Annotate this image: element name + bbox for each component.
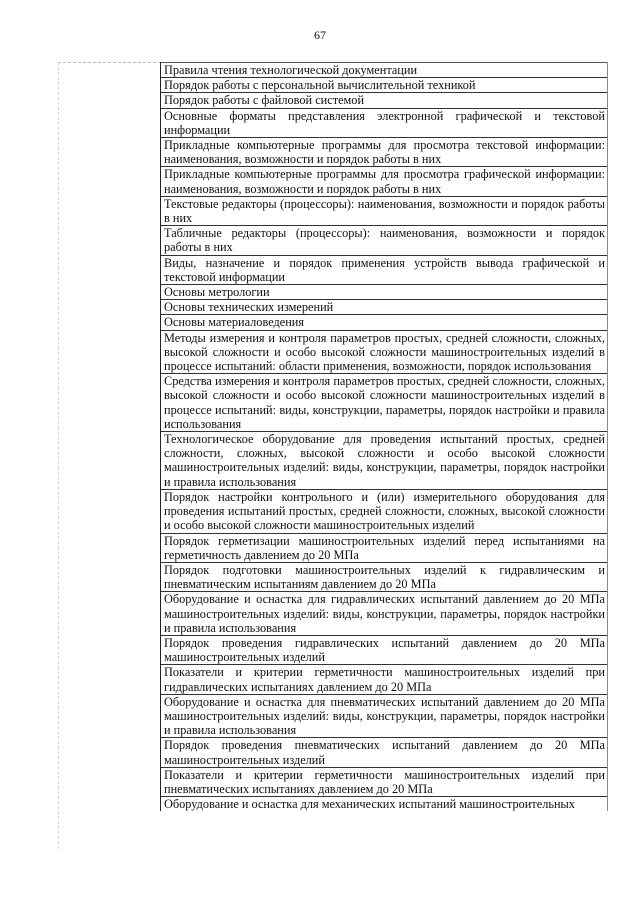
- table-row: Правила чтения технологической документации: [161, 62, 607, 78]
- table-row: Прикладные компьютерные программы для просмотра графической информации: наименования, возможности и порядок работы в них: [161, 167, 607, 196]
- table-row: Порядок проведения пневматических испытаний давлением до 20 МПа машиностроительных изделий: [161, 738, 607, 767]
- table-row: Порядок подготовки машиностроительных изделий к гидравлическим и пневматическим испытаниям давлением до 20 МПа: [161, 563, 607, 592]
- table-row: Порядок работы с персональной вычислительной техникой: [161, 78, 607, 93]
- table-row: Средства измерения и контроля параметров простых, средней сложности, сложных, высокой сложности и особо высокой сложности машиностроительных изделий в процессе испытаний: виды, конструкции, параметры, порядок настройки и правила использования: [161, 374, 607, 432]
- table-row: Оборудование и оснастка для механических испытаний машиностроительных: [164, 797, 575, 812]
- table-row: Порядок настройки контрольного и (или) измерительного оборудования для проведения испытаний простых, средней сложности, сложных, высокой сложности и особо высокой сложности машиностроительных изделий: [161, 490, 607, 534]
- table-row: Показатели и критерии герметичности машиностроительных изделий при гидравлических испытаниях давлением до 20 МПа: [161, 665, 607, 694]
- table-row: Прикладные компьютерные программы для просмотра текстовой информации: наименования, возможности и порядок работы в них: [161, 138, 607, 167]
- table-row: Оборудование и оснастка для гидравлических испытаний давлением до 20 МПа машиностроительных изделий: виды, конструкции, параметры, порядок настройки и правила использования: [161, 592, 607, 636]
- table-row: Основы технических измерений: [161, 300, 607, 315]
- table-row: Технологическое оборудование для проведения испытаний простых, средней сложности, сложных, высокой сложности и особо высокой сложности машиностроительных изделий: виды, конструкции, параметры, порядок настройки и правила использования: [161, 432, 607, 490]
- table-row: Порядок проведения гидравлических испытаний давлением до 20 МПа машиностроительных изделий: [161, 636, 607, 665]
- table-row: Порядок герметизации машиностроительных изделий перед испытаниями на герметичность давлением до 20 МПа: [161, 534, 607, 563]
- table-row: Табличные редакторы (процессоры): наименования, возможности и порядок работы в них: [161, 226, 607, 255]
- table-row: Основные форматы представления электронной графической и текстовой информации: [161, 109, 607, 138]
- table-row: Порядок работы с файловой системой: [161, 93, 607, 108]
- table-row: Основы материаловедения: [161, 315, 607, 330]
- table-row: Виды, назначение и порядок применения устройств вывода графической и текстовой информации: [161, 256, 607, 285]
- table-row: Текстовые редакторы (процессоры): наименования, возможности и порядок работы в них: [161, 197, 607, 226]
- page-number: 67: [314, 28, 326, 42]
- knowledge-table: [160, 62, 608, 811]
- table-row: Показатели и критерии герметичности машиностроительных изделий при пневматических испытаниях давлением до 20 МПа: [161, 768, 607, 797]
- table-row: Основы метрологии: [161, 285, 607, 300]
- left-column: [58, 62, 161, 849]
- table-row: Методы измерения и контроля параметров простых, средней сложности, сложных, высокой сложности и особо высокой сложности машиностроительных изделий в процессе испытаний: области применения, возможности, порядок использования: [161, 331, 607, 375]
- table-row: Оборудование и оснастка для пневматических испытаний давлением до 20 МПа машиностроительных изделий: виды, конструкции, параметры, порядок настройки и правила использования: [161, 695, 607, 739]
